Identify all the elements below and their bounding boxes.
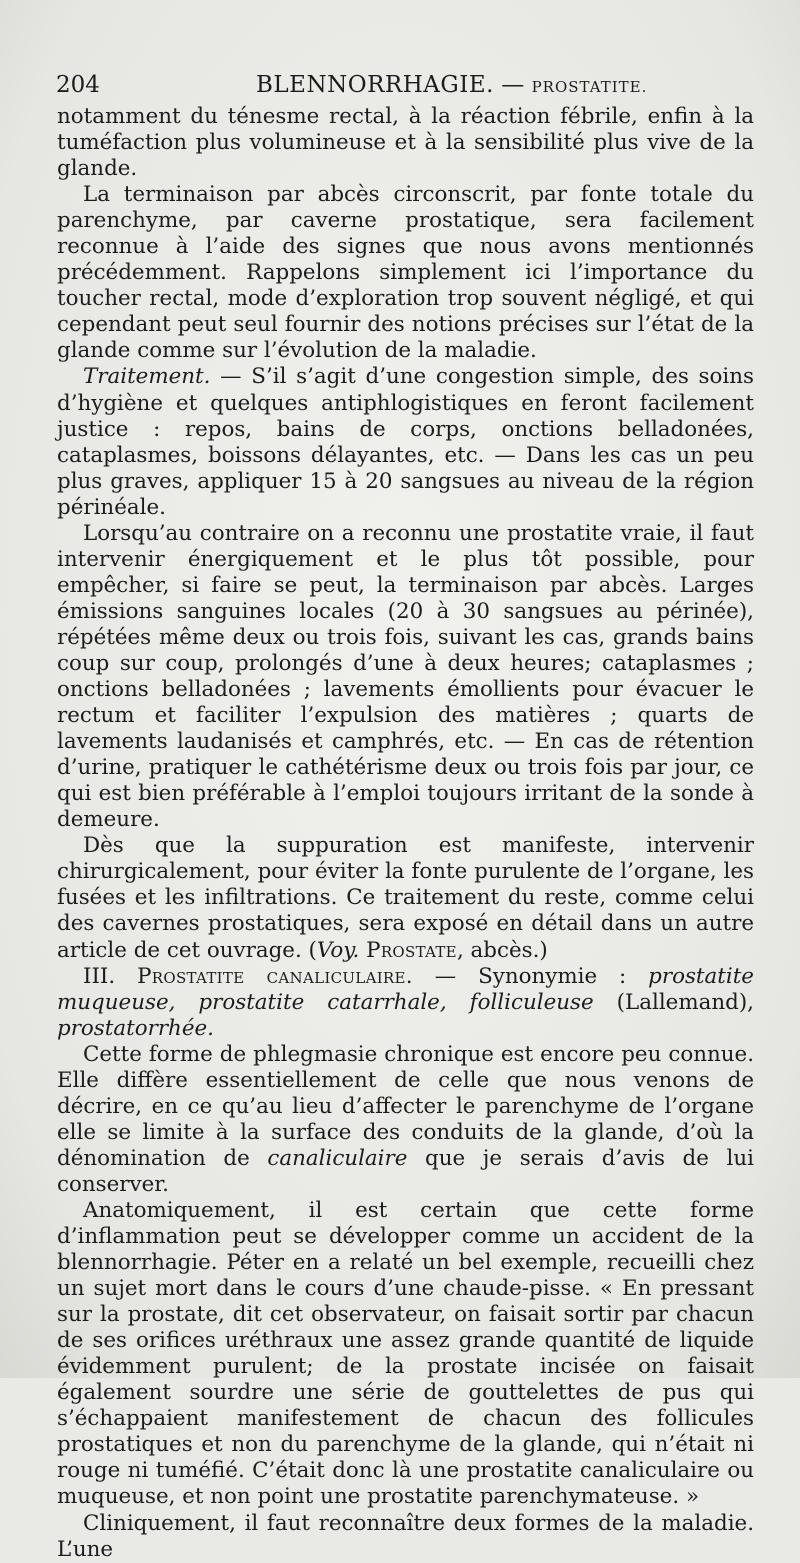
paragraph-7-text: Cette forme de phlegmasie chronique est encore peu connue. Elle diffère essentiellement de celle que nous venons de décrire, en ce qu’au lieu d’affecter le parenchyme de l’organe elle se limite à la surface des conduits de la glande, d’où la dénomination de <box>57 1041 754 1171</box>
paragraph-1: notamment du ténesme rectal, à la réaction fébrile, enfin à la tuméfaction plus volumineuse et à la sensibilité plus vive de la glande. <box>57 104 754 182</box>
paragraph-5 <box>57 833 754 963</box>
paragraph-7 <box>57 1042 754 1198</box>
cross-reference: Prostate <box>366 937 457 963</box>
paragraph-traitement-text: — S’il s’agit d’une congestion simple, des soins d’hygiène et quelques antiphlogistiques en feront facilement justice : repos, bains de corps, onctions belladonées, cataplasmes, boissons délayantes, etc. — Dans les cas un peu plus graves, appliquer 15 à 20 sangsues au niveau de la région périnéale. <box>57 364 754 520</box>
page-body <box>57 104 754 1563</box>
running-title <box>256 68 647 104</box>
synonyms-list: prostatite muqueuse, prostatite catarrhale, folliculeuse <box>57 963 754 1015</box>
synonym-author: (Lallemand), <box>593 989 754 1015</box>
paragraph-9: Cliniquement, il faut reconnaître deux formes de la maladie. L’une <box>57 1510 754 1562</box>
synonym-last: prostatorrhée. <box>57 1015 214 1041</box>
section-number: III. <box>83 963 116 989</box>
paragraph-5-text: Dès que la suppuration est manifeste, intervenir chirurgicalement, pour éviter la fonte purulente de l’organe, les fusées et les infiltrations. Ce traitement du reste, comme celui des cavernes prostatiques, sera exposé en détail dans un autre article de cet ouvrage. ( <box>57 833 754 963</box>
section-title: Prostatite canaliculaire. <box>137 963 413 989</box>
term-canaliculaire: canaliculaire <box>267 1145 408 1171</box>
running-title-sub: PROSTATITE. <box>531 78 648 96</box>
paragraph-4: Lorsqu’au contraire on a reconnu une prostatite vraie, il faut intervenir énergiquement et le plus tôt possible, pour empêcher, si faire se peut, la terminaison par abcès. Larges émissions sanguines locales (20 à 30 sangsues au périnée), répétées même deux ou trois fois, suivant les cas, grands bains coup sur coup, prolongés d’une à deux heures; cataplasmes ; onctions belladonées ; lavements émollients pour évacuer le rectum et faciliter l’expulsion des matières ; quarts de lavements laudanisés et camphrés, etc. — En cas de rétention d’urine, pratiquer le cathétérisme deux ou trois fois par jour, ce qui est bien préférable à l’emploi toujours irritant de la sonde à demeure. <box>57 520 754 833</box>
paragraph-5-end: , abcès.) <box>456 937 548 963</box>
voy-reference: Voy. <box>316 937 360 963</box>
paragraph-traitement <box>57 364 754 520</box>
section-heading-iii <box>57 964 754 1042</box>
paragraph-8: Anatomiquement, il est certain que cette forme d’inflammation peut se développer comme un accident de la blennorrhagie. Péter en a relaté un bel exemple, recueilli chez un sujet mort dans le cours d’une chaude-pisse. « En pressant sur la prostate, dit cet observateur, on faisait sortir par chacun de ses orifices uréthraux une assez grande quantité de liquide évidemment purulent; de la prostate incisée on faisait également sourdre une série de gouttelettes de pus qui s’échappaient manifestement de chacun des follicules prostatiques et non du parenchyme de la glande, qui n’était ni rouge ni tuméfié. C’était donc là une prostatite canaliculaire ou muqueuse, et non point une prostatite parenchymateuse. » <box>57 1197 754 1510</box>
page-number: 204 <box>56 72 100 98</box>
paragraph-7-end: que je serais d’avis de lui conserver. <box>57 1145 754 1197</box>
running-title-main: BLENNORRHAGIE. <box>256 72 494 98</box>
section-label-traitement: Traitement. <box>83 364 211 390</box>
synonymie-label: — Synonymie : <box>412 963 649 989</box>
running-header <box>56 68 744 102</box>
running-title-dash: — <box>493 72 532 98</box>
paragraph-2: La terminaison par abcès circonscrit, par fonte totale du parenchyme, par caverne prostatique, sera facilement reconnue à l’aide des signes que nous avons mentionnés précédemment. Rappelons simplement ici l’importance du toucher rectal, mode d’exploration trop souvent négligé, et qui cependant peut seul fournir des notions précises sur l’état de la glande comme sur l’évolution de la maladie. <box>57 182 754 364</box>
